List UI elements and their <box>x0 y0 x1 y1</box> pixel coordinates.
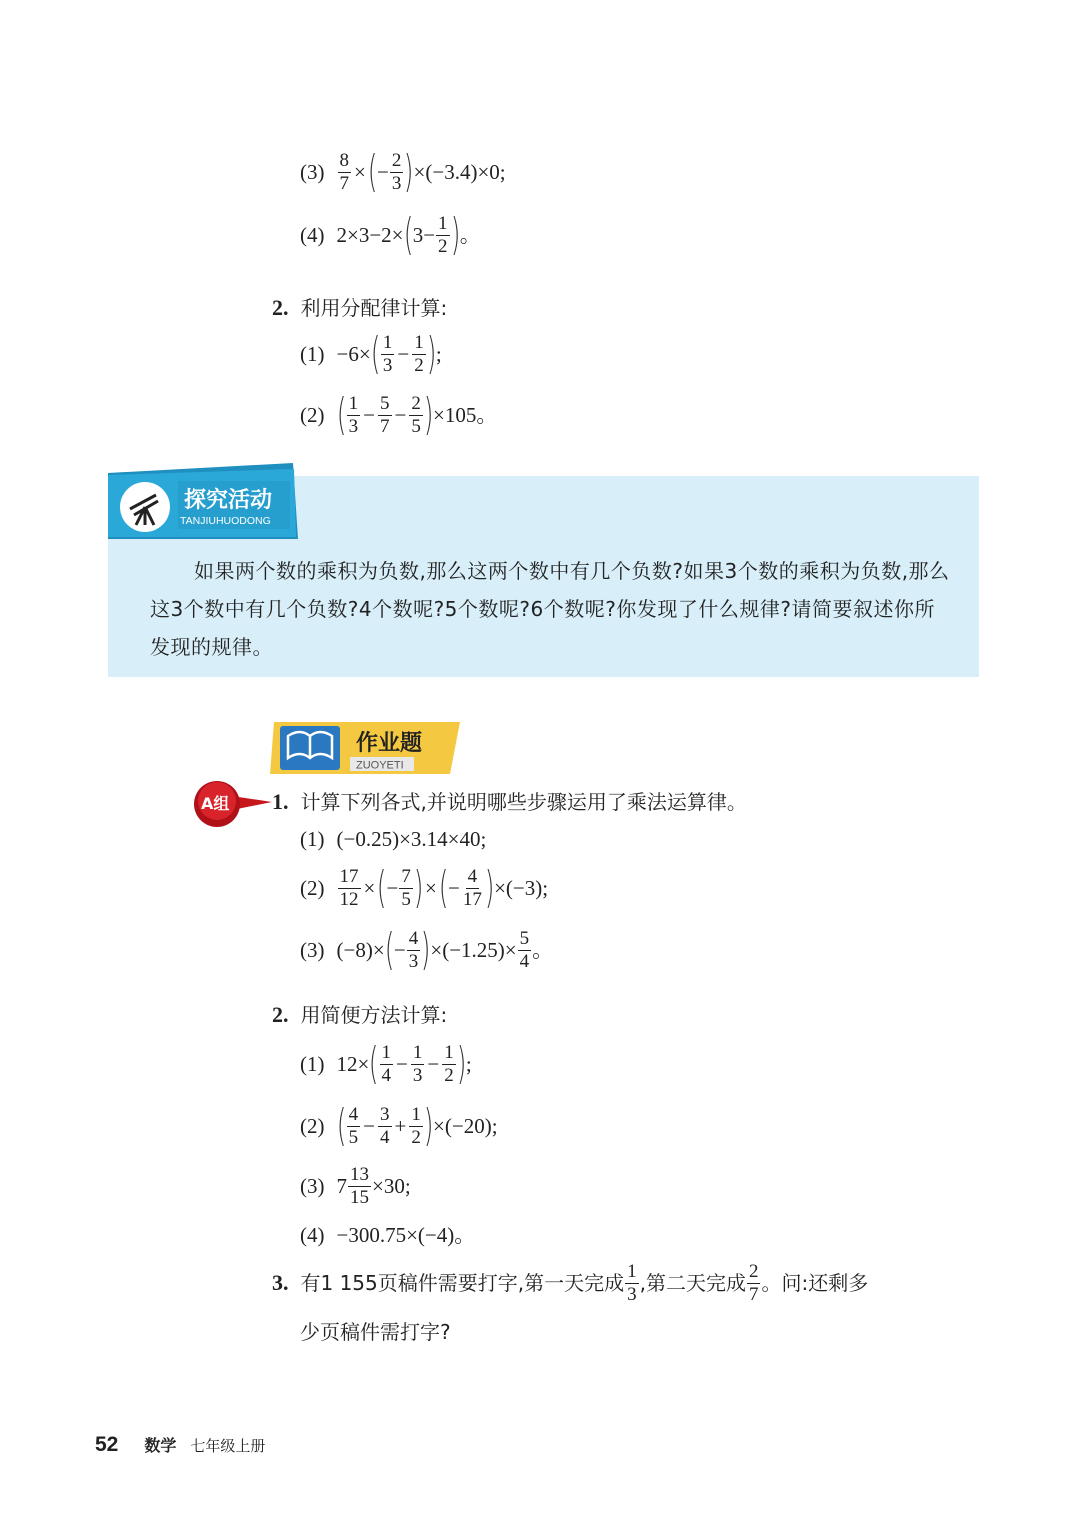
fraction: $\frac{1}{3}$ <box>348 392 359 437</box>
question-number: 1. <box>272 789 289 814</box>
homework-question-2-part-3 <box>300 1165 411 1208</box>
question-number: 2. <box>272 295 289 320</box>
fraction: $\frac{5}{7}$ <box>380 392 390 437</box>
fraction: $\frac{17}{12}$ <box>339 865 359 910</box>
expression-end: ×30; <box>372 1173 411 1198</box>
expression-end: 。 <box>459 222 481 247</box>
expression: (−8)× <box>336 937 385 962</box>
expression: −300.75×(−4)。 <box>336 1223 476 1247</box>
fraction: $\frac{4}{17}$ <box>462 865 482 910</box>
fraction: $\frac{2}{7}$ <box>748 1261 759 1305</box>
expression: −6× <box>336 341 371 366</box>
fraction: $\frac{4}{3}$ <box>408 927 419 972</box>
fraction: $\frac{8}{7}$ <box>339 149 349 194</box>
group-a-badge <box>192 780 272 828</box>
question-2-part-2: (2) ( $\frac{1}{3}$ − $\frac{5}{7}$ − $\frac{2}{5}$ ) ×105。 <box>300 389 498 440</box>
homework-question-1-title <box>272 791 747 813</box>
problem-label: (4) <box>300 222 325 247</box>
expression: (−0.25)×3.14×40; <box>336 827 487 851</box>
problem-label: (3) <box>300 159 325 184</box>
homework-question-2-part-1: (1) 12× ( $\frac{1}{4}$ − $\frac{1}{3}$ − $\frac{1}{2}$ ) ; <box>300 1038 472 1089</box>
question-2-title <box>272 297 447 319</box>
fraction: $\frac{7}{5}$ <box>401 865 411 910</box>
expression-end: ; <box>435 341 442 366</box>
question-text: 计算下列各式,并说明哪些步骤运用了乘法运算律。 <box>300 790 747 814</box>
question-text: 有1 155页稿件需要打字,第一天完成 <box>300 1271 625 1296</box>
question-number: 3. <box>272 1270 289 1296</box>
problem-label: (4) <box>300 1223 325 1247</box>
mixed-number: 7 $\frac{13}{15}$ <box>336 1164 369 1208</box>
homework-header <box>270 720 460 776</box>
homework-title: 作业题 <box>356 731 423 756</box>
homework-question-2-title <box>272 1004 447 1026</box>
problem-label: (1) <box>300 1051 325 1076</box>
expression-end: ×(−20); <box>433 1113 498 1138</box>
page-number: 52 <box>95 1433 119 1456</box>
problem-label: (1) <box>300 341 325 366</box>
problem-label: (2) <box>300 1113 325 1138</box>
homework-question-2-part-4 <box>300 1225 475 1246</box>
fraction: $\frac{4}{5}$ <box>348 1103 359 1148</box>
fraction: $\frac{1}{3}$ <box>382 331 393 376</box>
fraction: $\frac{1}{2}$ <box>414 331 424 376</box>
fraction: $\frac{2}{3}$ <box>391 149 402 194</box>
homework-question-2-part-2: (2) ( $\frac{4}{5}$ − $\frac{3}{4}$ + $\frac{1}{2}$ ) ×(−20); <box>300 1100 498 1151</box>
expression-rest: ×(−3.4)×0; <box>413 159 506 184</box>
fraction: $\frac{5}{4}$ <box>519 927 530 972</box>
fraction: $\frac{1}{2}$ <box>411 1103 421 1148</box>
page-footer <box>95 1433 265 1457</box>
expression: 2×3−2× <box>336 222 404 247</box>
homework-question-1-part-1 <box>300 829 486 850</box>
fraction: $\frac{1}{3}$ <box>627 1261 637 1305</box>
homework-question-3 <box>272 1262 868 1305</box>
problem-top-3: (3) $\frac{8}{7}$ × ( − $\frac{2}{3}$ ) ×(−3.4)×0; <box>300 146 506 197</box>
question-text: 。问:还剩多 <box>761 1271 869 1296</box>
group-label: A组 <box>201 794 230 813</box>
question-2-part-1: (1) −6× ( $\frac{1}{3}$ − $\frac{1}{2}$ ) ; <box>300 328 442 379</box>
expression-end: ×(−3); <box>494 875 549 900</box>
homework-question-1-part-2: (2) $\frac{17}{12}$ × ( − $\frac{7}{5}$ ) × ( − $\frac{4}{17}$ ) ×(−3); <box>300 862 549 913</box>
fraction: $\frac{2}{5}$ <box>411 392 421 437</box>
expression-mid: ×(−1.25)× <box>430 937 517 962</box>
homework-question-1-part-3: (3) (−8)× ( − $\frac{4}{3}$ ) ×(−1.25)× $\frac{5}{4}$ 。 <box>300 924 554 975</box>
fraction: $\frac{1}{4}$ <box>381 1041 392 1086</box>
fraction: $\frac{1}{3}$ <box>412 1041 423 1086</box>
problem-label: (2) <box>300 402 325 427</box>
activity-text: 如果两个数的乘积为负数,那么这两个数中有几个负数?如果3个数的乘积为负数,那么这3个数中有几个负数?4个数呢?5个数呢?6个数呢?你发现了什么规律?请简要叙述你所发现的规律。 <box>150 559 950 659</box>
book-grade: 七年级上册 <box>190 1437 266 1455</box>
problem-label: (3) <box>300 1173 325 1198</box>
activity-subtitle: TANJIUHUODONG <box>180 515 271 527</box>
question-text: 少页稿件需打字? <box>300 1320 451 1344</box>
fraction: $\frac{1}{2}$ <box>444 1041 454 1086</box>
activity-title: 探究活动 <box>184 488 273 513</box>
problem-top-4: (4) 2×3−2× ( 3− $\frac{1}{2}$ ) 。 <box>300 209 481 260</box>
question-text: 用简便方法计算: <box>300 1003 448 1027</box>
question-text: ,第二天完成 <box>639 1271 746 1296</box>
fraction: $\frac{3}{4}$ <box>380 1103 390 1148</box>
expression-inner: 3− <box>412 222 436 247</box>
problem-label: (2) <box>300 875 325 900</box>
book-title: 数学 <box>144 1436 177 1455</box>
problem-label: (3) <box>300 937 325 962</box>
expression-end: ; <box>465 1051 472 1076</box>
question-text: 利用分配律计算: <box>300 296 448 320</box>
homework-subtitle: ZUOYETI <box>356 759 404 772</box>
expression-end: ×105。 <box>433 402 498 427</box>
expression-end: 。 <box>532 937 554 962</box>
question-number: 2. <box>272 1002 289 1027</box>
expression: 12× <box>336 1051 370 1076</box>
activity-header <box>108 463 298 539</box>
fraction: $\frac{1}{2}$ <box>438 212 448 257</box>
problem-label: (1) <box>300 827 325 851</box>
homework-question-3-continued <box>300 1322 451 1342</box>
